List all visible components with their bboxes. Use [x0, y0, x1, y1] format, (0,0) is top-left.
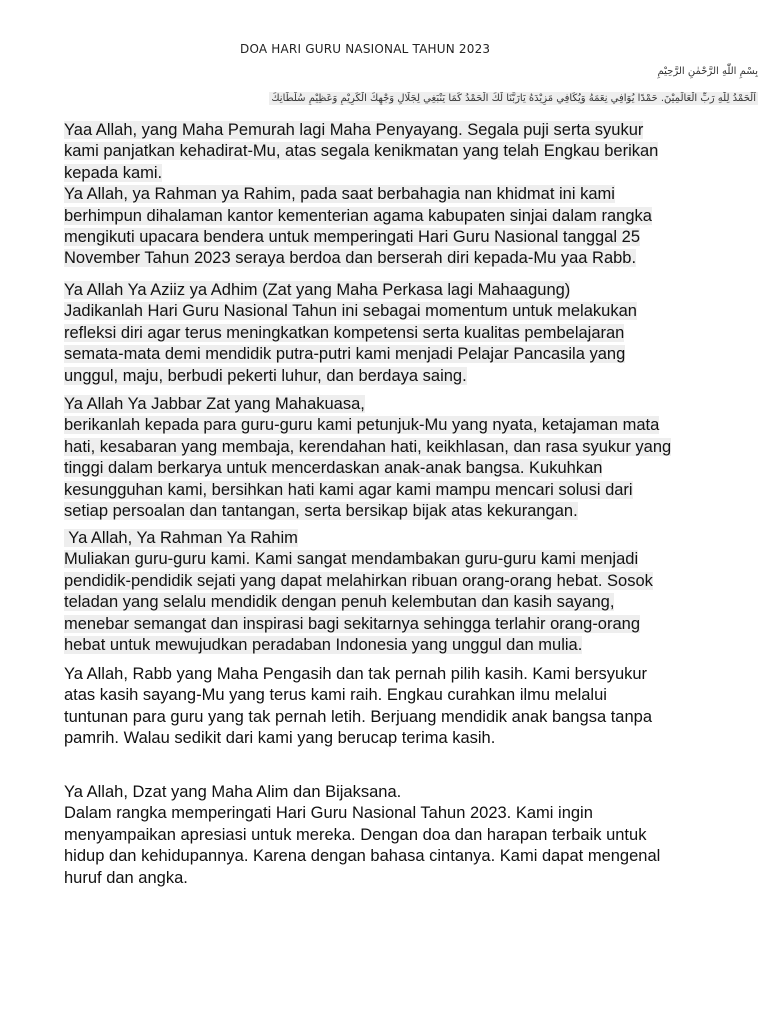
text-line: unggul, maju, berbudi pekerti luhur, dan berdaya saing. [64, 366, 467, 385]
text-line: teladan yang selalu mendidik dengan penuh kelembutan dan kasih sayang, [64, 593, 615, 612]
text-line: Ya Allah, Dzat yang Maha Alim dan Bijaksana. [64, 783, 402, 801]
text-line: tinggi dalam berkarya untuk mencerdaskan anak-anak bangsa. Kukuhkan [64, 459, 603, 478]
text-line: hebat untuk mewujudkan peradaban Indonesia yang unggul dan mulia. [64, 636, 583, 655]
text-line: semata-mata demi mendidik putra-putri kami menjadi Pelajar Pancasila yang [64, 345, 626, 364]
text-line: Ya Allah Ya Jabbar Zat yang Mahakuasa, [64, 395, 365, 413]
text-line: pamrih. Walau sedikit dari kami yang berucap terima kasih. [64, 729, 496, 748]
prayer-paragraph-6 [64, 782, 736, 889]
text-line: Muliakan guru-guru kami. Kami sangat mendambakan guru-guru kami menjadi [64, 550, 639, 569]
document-title: DOA HARI GURU NASIONAL TAHUN 2023 [240, 42, 491, 56]
text-line: Ya Allah, ya Rahman ya Rahim, pada saat berbahagia nan khidmat ini kami [64, 185, 615, 204]
text-line: kami panjatkan kehadirat-Mu, atas segala kenikmatan yang telah Engkau berikan [64, 142, 659, 161]
text-line: kepada kami. [64, 163, 163, 182]
text-line: refleksi diri agar terus meningkatkan kompetensi serta kualitas pembelajaran [64, 323, 625, 342]
text-line: menyampaikan apresiasi untuk mereka. Dengan doa dan harapan terbaik untuk [64, 825, 647, 844]
text-line: mengikuti upacara bendera untuk memperingati Hari Guru Nasional tanggal 25 [64, 228, 641, 247]
text-line: setiap persoalan dan tantangan, serta bersikap bijak atas kekurangan. [64, 502, 578, 521]
prayer-paragraph-3 [64, 394, 736, 522]
text-line: berhimpun dihalaman kantor kementerian agama kabupaten sinjai dalam rangka [64, 206, 652, 225]
text-line: Ya Allah, Ya Rahman Ya Rahim [64, 529, 298, 547]
text-line: Jadikanlah Hari Guru Nasional Tahun ini sebagai momentum untuk melakukan [64, 302, 637, 321]
prayer-paragraph-1 [64, 120, 736, 270]
prayer-paragraph-2 [64, 280, 736, 387]
text-line: berikanlah kepada para guru-guru kami petunjuk-Mu yang nyata, ketajaman mata [64, 416, 660, 435]
text-line: Yaa Allah, yang Maha Pemurah lagi Maha Penyayang. Segala puji serta syukur [64, 121, 644, 139]
text-line: hati, kesabaran yang membaja, kerendahan hati, keikhlasan, dan rasa syukur yang [64, 437, 672, 456]
prayer-paragraph-5 [64, 664, 736, 750]
text-line: Ya Allah Ya Aziiz ya Adhim (Zat yang Maha Perkasa lagi Mahaagung) [64, 281, 571, 299]
text-line: pendidik-pendidik sejati yang dapat melahirkan ribuan orang-orang hebat. Sosok [64, 571, 653, 590]
text-line: menebar semangat dan inspirasi bagi sekitarnya sehingga terlahir orang-orang [64, 614, 641, 633]
text-line: November Tahun 2023 seraya berdoa dan berserah diri kepada-Mu yaa Rabb. [64, 249, 637, 268]
text-line: kesungguhan kami, bersihkan hati kami agar kami mampu mencari solusi dari [64, 480, 633, 499]
text-line: Dalam rangka memperingati Hari Guru Nasional Tahun 2023. Kami ingin [64, 804, 593, 823]
arabic-hamdalah: اَلْحَمْدُ لِلّٰهِ رَبِّ الْعَالَمِيْنَ. حَمْدًا يُوَافِي نِعَمَهُ وَيُكَافِي مَزِيْدَهُ يَارَبَّنَا لَكَ الْحَمْدُ كَمَا يَنْبَغِي لِجَلَالِ وَجْهِكَ الْكَرِيْمِ وَعَظِيْمِ سُلْطَانِكَ [271, 93, 756, 104]
text-line: huruf dan angka. [64, 868, 188, 887]
arabic-basmalah: بِسْمِ اللّٰهِ الرَّحْمٰنِ الرَّحِيْمِ [657, 66, 758, 77]
prayer-paragraph-4 [64, 528, 736, 656]
text-line: hidup dan kehidupannya. Karena dengan bahasa cintanya. Kami dapat mengenal [64, 847, 661, 866]
text-line: atas kasih sayang-Mu yang terus kami raih. Engkau curahkan ilmu melalui [64, 686, 607, 705]
text-line: tuntunan para guru yang tak pernah letih. Berjuang mendidik anak bangsa tanpa [64, 707, 653, 726]
text-line: Ya Allah, Rabb yang Maha Pengasih dan tak pernah pilih kasih. Kami bersyukur [64, 665, 648, 683]
